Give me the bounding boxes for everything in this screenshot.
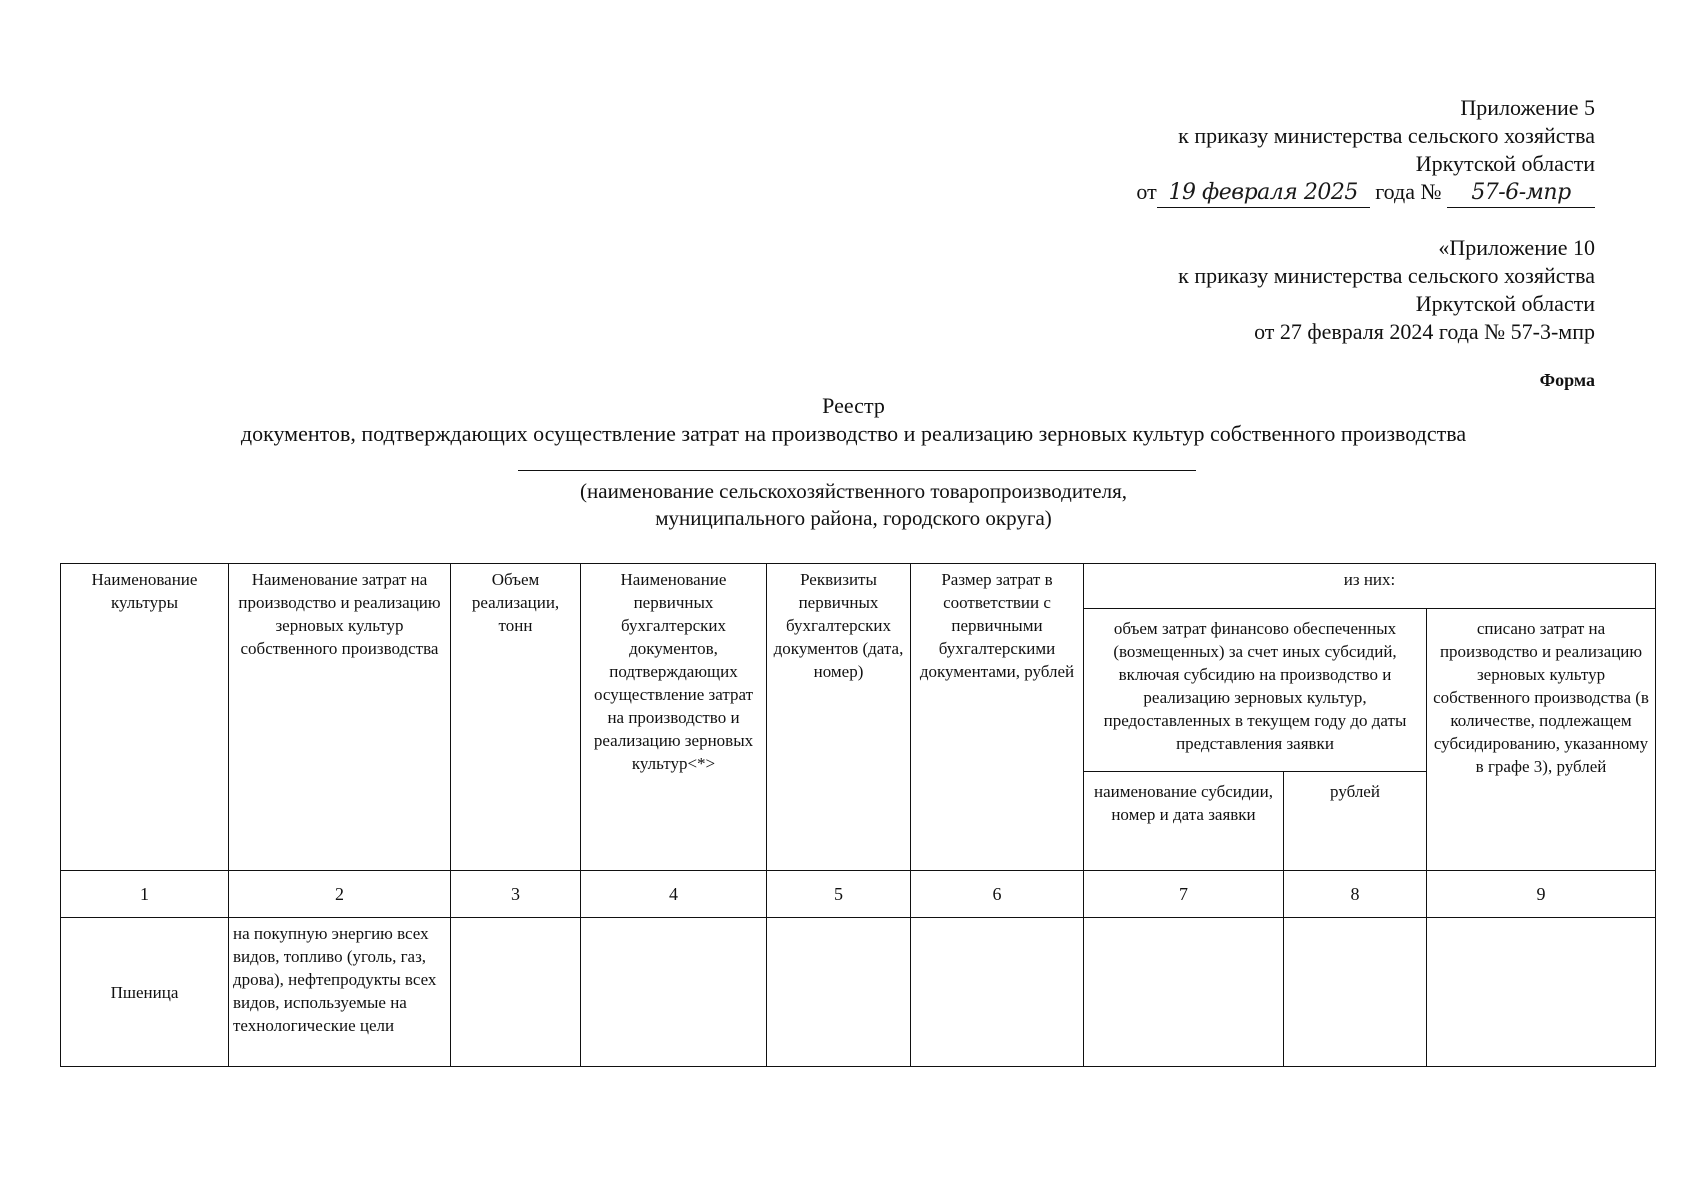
header-rubles: рублей <box>1284 772 1427 871</box>
header-of-which: из них: <box>1084 564 1656 609</box>
appendix-region: Иркутской области <box>1415 151 1595 176</box>
col-number-9: 9 <box>1427 871 1656 918</box>
header-doc-details: Реквизиты первичных бухгалтерских документов (дата, номер) <box>767 564 911 871</box>
year-label: года № <box>1375 179 1442 204</box>
document-title <box>0 392 1707 448</box>
header-primary-docs: Наименование первичных бухгалтерских документов, подтверждающих осуществление затрат на производство и реализацию зерновых культур<*> <box>581 564 767 871</box>
col-number-3: 3 <box>451 871 581 918</box>
cell-cost-amount <box>911 918 1084 1067</box>
header-crop-name: Наименование культуры <box>61 564 229 871</box>
cell-sales-volume <box>451 918 581 1067</box>
handwritten-date: 19 февраля 2025 <box>1157 179 1370 208</box>
cell-rubles <box>1284 918 1427 1067</box>
header-subsidy-name: наименование субсидии, номер и дата заявки <box>1084 772 1284 871</box>
col-number-2: 2 <box>229 871 451 918</box>
title-line-2: документов, подтверждающих осуществление затрат на производство и реализацию зерновых культур собственного производства <box>240 421 1467 446</box>
cell-cost-name: на покупную энергию всех видов, топливо (уголь, газ, дрова), нефтепродукты всех видов, используемые на технологические цели <box>229 918 451 1067</box>
appendix-number: Приложение 5 <box>1460 95 1595 120</box>
col-number-8: 8 <box>1284 871 1427 918</box>
cell-primary-docs <box>581 918 767 1067</box>
producer-name-blank-line <box>518 470 1196 471</box>
cell-doc-details <box>767 918 911 1067</box>
handwritten-number: 57-6-мпр <box>1447 179 1595 208</box>
prev-appendix-number: «Приложение 10 <box>1438 235 1595 260</box>
cell-subsidy-name <box>1084 918 1284 1067</box>
caption-line-1: (наименование сельскохозяйственного товаропроизводителя, <box>580 479 1127 503</box>
prev-appendix-region: Иркутской области <box>1415 291 1595 316</box>
col-number-1: 1 <box>61 871 229 918</box>
col-number-6: 6 <box>911 871 1084 918</box>
appendix-header <box>1136 94 1595 208</box>
cell-written-off <box>1427 918 1656 1067</box>
col-number-5: 5 <box>767 871 911 918</box>
header-cost-name: Наименование затрат на производство и реализацию зерновых культур собственного производства <box>229 564 451 871</box>
appendix-order-ref: к приказу министерства сельского хозяйства <box>1178 123 1595 148</box>
header-written-off: списано затрат на производство и реализацию зерновых культур собственного производства (в количестве, подлежащем субсидированию, указанному в графе 3), рублей <box>1427 609 1656 871</box>
table-row <box>61 918 1656 1067</box>
date-prefix: от <box>1136 179 1157 204</box>
column-number-row <box>61 871 1656 918</box>
prev-appendix-date: от 27 февраля 2024 года № 57-3-мпр <box>1254 319 1595 344</box>
caption-line-2: муниципального района, городского округа) <box>655 506 1052 530</box>
header-other-subsidies: объем затрат финансово обеспеченных (возмещенных) за счет иных субсидий, включая субсидию на производство и реализацию зерновых культур, предоставленных в текущем году до даты представления заявки <box>1084 609 1427 772</box>
producer-name-caption <box>0 478 1707 532</box>
title-line-1: Реестр <box>822 393 885 418</box>
previous-appendix-header <box>1178 234 1595 346</box>
col-number-7: 7 <box>1084 871 1284 918</box>
header-row-1 <box>61 564 1656 609</box>
header-sales-volume: Объем реализации, тонн <box>451 564 581 871</box>
header-cost-amount: Размер затрат в соответствии с первичными бухгалтерскими документами, рублей <box>911 564 1084 871</box>
appendix-date-line <box>1136 178 1595 208</box>
registry-table <box>60 563 1656 1067</box>
cell-crop: Пшеница <box>61 918 229 1067</box>
prev-appendix-order-ref: к приказу министерства сельского хозяйства <box>1178 263 1595 288</box>
form-label: Форма <box>1539 370 1595 390</box>
col-number-4: 4 <box>581 871 767 918</box>
